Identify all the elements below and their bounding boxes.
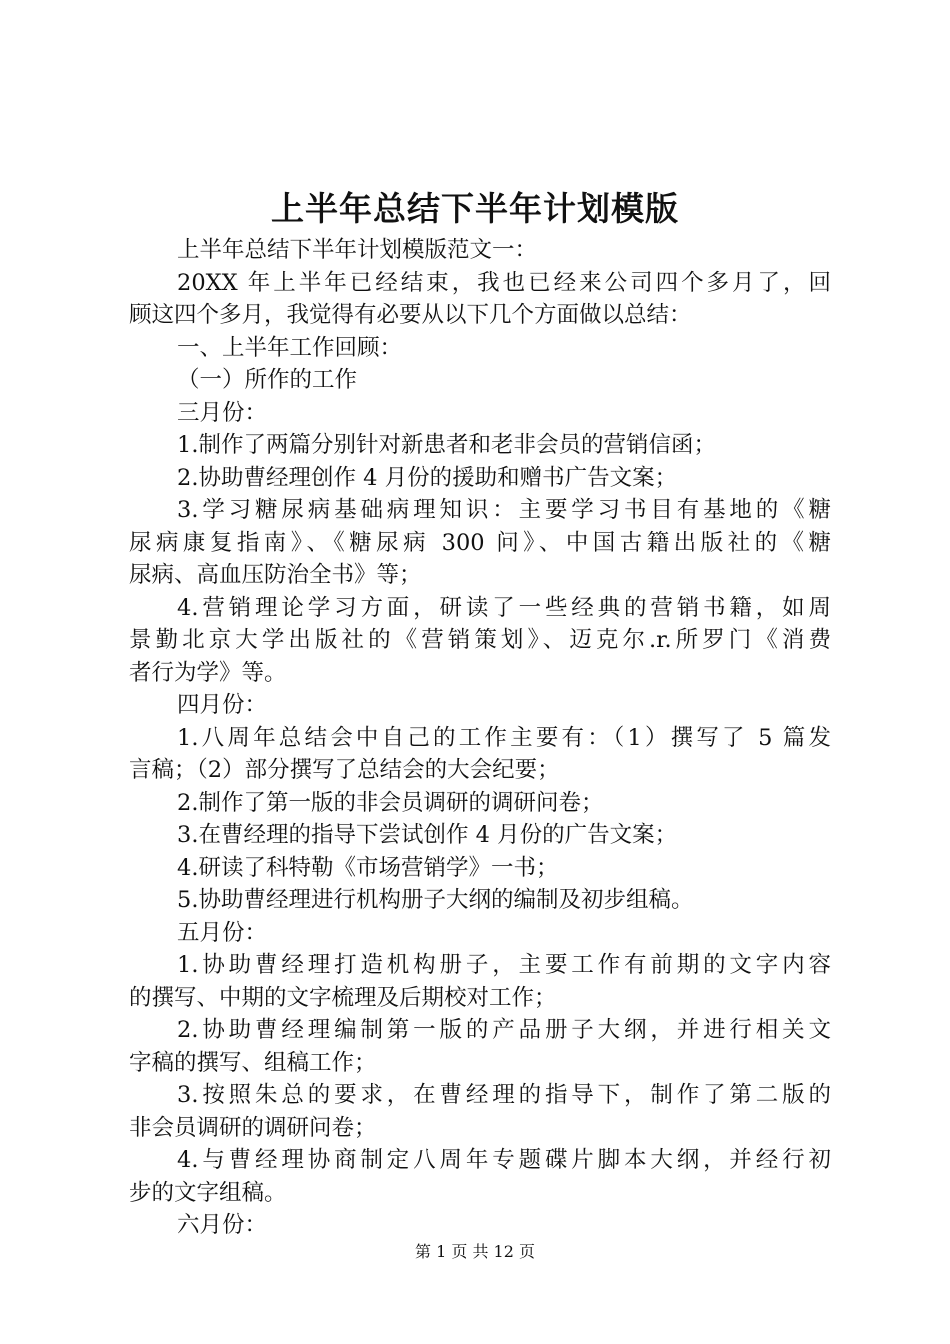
text-line: 步的文字组稿。 xyxy=(129,1179,287,1206)
text-line: 3.学习糖尿病基础病理知识：主要学习书目有基地的《糖 xyxy=(177,497,831,523)
text-line: 1.八周年总结会中自己的工作主要有：（1）撰写了 5 篇发 xyxy=(177,724,831,751)
text-line: 五月份： xyxy=(177,919,268,946)
text-line: 20XX 年上半年已经结束，我也已经来公司四个多月了，回 xyxy=(177,269,831,296)
text-line: 的撰写、中期的文字梳理及后期校对工作； xyxy=(129,984,557,1011)
text-line: 言稿；（2）部分撰写了总结会的大会纪要； xyxy=(129,757,560,783)
text-line: 者行为学》等。 xyxy=(129,659,287,686)
text-line: 尿病、高血压防治全书》等； xyxy=(129,562,422,588)
text-line: 2.协助曹经理编制第一版的产品册子大纲，并进行相关文 xyxy=(177,1017,831,1043)
text-line: 尿病康复指南》、《糖尿病 300 问》、中国古籍出版社的《糖 xyxy=(129,529,831,556)
text-line: 5.协助曹经理进行机构册子大纲的编制及初步组稿。 xyxy=(177,887,694,913)
text-line: 4.与曹经理协商制定八周年专题碟片脚本大纲，并经行初 xyxy=(177,1147,831,1173)
text-line: 上半年总结下半年计划模版范文一： xyxy=(177,237,538,263)
text-line: 字稿的撰写、组稿工作； xyxy=(129,1049,377,1076)
document-title: 上半年总结下半年计划模版 xyxy=(271,189,679,228)
text-line: 1.协助曹经理打造机构册子，主要工作有前期的文字内容 xyxy=(177,952,831,978)
text-line: 2.协助曹经理创作 4 月份的援助和赠书广告文案； xyxy=(177,464,678,491)
text-line: 1.制作了两篇分别针对新患者和老非会员的营销信函； xyxy=(177,432,716,458)
page-footer: 第 1 页 共 12 页 xyxy=(415,1242,535,1261)
text-line: 3.按照朱总的要求，在曹经理的指导下，制作了第二版的 xyxy=(177,1082,831,1108)
text-line: 3.在曹经理的指导下尝试创作 4 月份的广告文案； xyxy=(177,822,678,848)
text-line: 4.研读了科特勒《市场营销学》一书； xyxy=(177,854,559,881)
text-line: 景勤北京大学出版社的《营销策划》、迈克尔.r.所罗门《消费 xyxy=(129,627,831,653)
text-line: 六月份： xyxy=(177,1212,268,1238)
text-line: 2.制作了第一版的非会员调研的调研问卷； xyxy=(177,789,604,816)
text-line: 四月份： xyxy=(177,692,268,718)
text-line: 一、上半年工作回顾： xyxy=(177,334,403,361)
text-line: 非会员调研的调研问卷； xyxy=(129,1114,377,1141)
text-line: 4.营销理论学习方面，研读了一些经典的营销书籍，如周 xyxy=(177,594,831,621)
document-body xyxy=(129,234,831,1242)
text-line: 三月份： xyxy=(177,399,268,426)
text-line: 顾这四个多月，我觉得有必要从以下几个方面做以总结： xyxy=(129,302,692,328)
text-line: （一）所作的工作 xyxy=(177,367,358,393)
